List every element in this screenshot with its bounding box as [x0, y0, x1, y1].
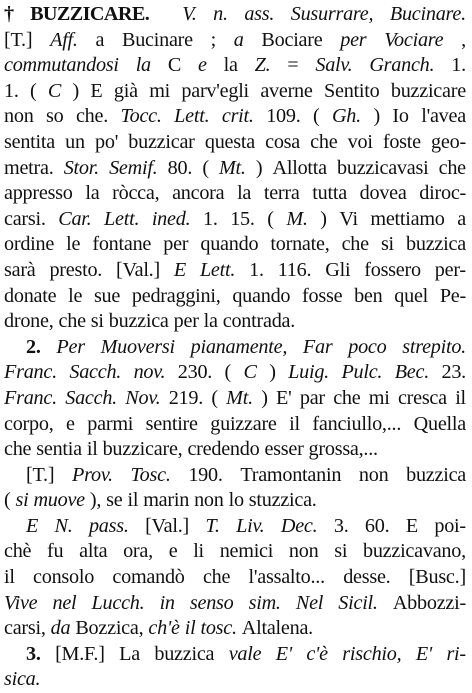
dictionary-entry [4, 2, 466, 693]
entry-text: si [90, 310, 104, 333]
entry-text: E' [276, 386, 292, 409]
headword: † [4, 3, 14, 25]
entry-text: Lett. [104, 207, 140, 230]
entry-text: Liv. [236, 514, 265, 537]
entry-text: foste [382, 130, 421, 153]
entry-text: grossa,... [308, 438, 378, 461]
entry-line [4, 642, 466, 668]
entry-text: corpo, [4, 412, 54, 435]
entry-text: Dec. [280, 514, 318, 537]
entry-text: ) [269, 361, 276, 384]
entry-text: le [68, 284, 83, 307]
entry-text: alta [79, 540, 108, 563]
entry-text: contrada. [222, 310, 296, 333]
entry-text: non [194, 489, 224, 512]
entry-text: dovea [359, 182, 407, 205]
entry-text: si [380, 233, 394, 256]
entry-text: cosa [265, 130, 300, 153]
entry-text: fosse [302, 284, 343, 307]
entry-text: Granch. [369, 54, 435, 77]
entry-text: 190. [188, 463, 223, 486]
entry-text: muove [33, 489, 85, 512]
entry-text: La [119, 642, 140, 665]
entry-text: stuzzica. [248, 489, 317, 512]
entry-text: per [340, 28, 367, 51]
entry-text: Far [302, 335, 333, 358]
entry-text: metra. [4, 156, 54, 179]
entry-text: Mt. [226, 386, 253, 409]
entry-text: carsi, [4, 617, 46, 640]
entry-text: averne [260, 79, 313, 102]
entry-text: la [203, 310, 218, 333]
entry-text: nemici [219, 540, 274, 563]
entry-text: Semif. [109, 156, 158, 179]
entry-text: , [461, 28, 466, 51]
entry-text: Z. [254, 54, 271, 77]
entry-text: fossero [364, 258, 421, 281]
entry-text: senso [189, 591, 234, 614]
entry-text: E' [275, 642, 292, 665]
entry-text: Gli [325, 258, 351, 281]
entry-text: il [184, 617, 196, 640]
entry-text: fu [47, 540, 64, 563]
entry-text: geo- [431, 130, 466, 153]
entry-text: E [26, 514, 39, 537]
entry-text: drone, [4, 310, 54, 333]
entry-text: Luig. [288, 361, 329, 384]
entry-line [4, 616, 466, 642]
entry-text: ass. [244, 3, 275, 25]
entry-text: [Busc.] [408, 566, 466, 589]
entry-text: se [106, 489, 123, 512]
entry-text: mi [368, 386, 390, 409]
entry-line [4, 412, 466, 438]
entry-text: ined. [151, 207, 191, 230]
entry-text: [Val.] [116, 258, 160, 281]
entry-text: per [173, 310, 199, 333]
headword-line [4, 2, 466, 28]
entry-text: C [243, 361, 257, 384]
entry-text: Pulc. [341, 361, 383, 384]
entry-text: buzzica [406, 463, 466, 486]
entry-text: 1. [4, 79, 19, 102]
entry-text: quando [232, 284, 291, 307]
entry-text: Sentito [324, 79, 380, 102]
entry-text: poi- [434, 514, 466, 537]
entry-text: Tosc. [130, 463, 171, 486]
entry-text: = [287, 54, 299, 77]
entry-text: donate [4, 284, 57, 307]
entry-text: appresso [4, 182, 73, 205]
entry-text: che [438, 156, 466, 179]
entry-line [4, 386, 466, 412]
entry-line [4, 258, 466, 284]
entry-text: ; [210, 28, 217, 51]
entry-text: presto. [49, 258, 103, 281]
entry-text: esser [264, 438, 304, 461]
entry-text: che [202, 566, 231, 589]
headword: BUZZICARE. [30, 3, 150, 25]
entry-text: la [223, 54, 238, 77]
entry-line [4, 53, 466, 79]
entry-text: Bucinare [122, 28, 193, 51]
entry-text: E [173, 258, 186, 281]
entry-text: la [135, 54, 151, 77]
entry-text: pass. [88, 514, 129, 537]
entry-text: ( [313, 105, 320, 128]
entry-text: ( [224, 361, 232, 384]
entry-text: so [46, 105, 64, 128]
entry-text: questa [204, 130, 255, 153]
entry-text: buzzicavano, [362, 540, 466, 563]
entry-text: Quella [413, 412, 466, 435]
entry-text: e [66, 412, 75, 435]
entry-text: sentia [36, 438, 82, 461]
entry-text: poco [348, 335, 387, 358]
entry-text: buzzica [108, 310, 169, 333]
entry-text: consolo [33, 566, 95, 589]
entry-text: Io [392, 105, 409, 128]
entry-text: 219. [168, 386, 204, 409]
entry-text: C [47, 79, 62, 102]
entry-text: voi [347, 130, 373, 153]
entry-text: buzzicare, [102, 438, 183, 461]
entry-text: Mt. [218, 156, 246, 179]
entry-text: da [50, 617, 71, 640]
entry-text: si [15, 489, 29, 512]
entry-text: N. [54, 514, 73, 537]
entry-text: par [299, 386, 325, 409]
entry-line [4, 309, 466, 335]
entry-text: Bociare [261, 28, 323, 51]
entry-text: terra [263, 182, 300, 205]
entry-text: Gh. [331, 105, 361, 128]
entry-text: 230. [177, 361, 213, 384]
entry-text: diroc- [419, 182, 466, 205]
entry-text: buzzica [406, 233, 466, 256]
entry-text: già [113, 79, 138, 102]
entry-text: nov. [133, 361, 166, 384]
entry-text: pianamente, [190, 335, 288, 358]
entry-text: Sicil. [338, 591, 378, 614]
entry-text: Lucch. [91, 591, 145, 614]
entry-text: parmi [87, 412, 134, 435]
entry-text: 80. [167, 156, 193, 179]
entry-text: Sacch. [65, 386, 117, 409]
entry-text: buzzicar [128, 130, 195, 153]
entry-text: li [193, 540, 204, 563]
entry-text: C [167, 54, 182, 77]
entry-line [4, 181, 466, 207]
entry-text: crit. [221, 105, 254, 128]
entry-text: strepito. [402, 335, 466, 358]
entry-text: 1. [249, 258, 264, 281]
entry-text: ora, [123, 540, 153, 563]
entry-text: Sacch. [69, 361, 122, 384]
entry-text: mi [149, 79, 170, 102]
entry-text: ancora [172, 182, 225, 205]
entry-text: che [333, 386, 361, 409]
entry-text: Bucinare. [389, 3, 466, 25]
entry-text: buzzicare [390, 79, 466, 102]
entry-text: tutta [312, 182, 347, 205]
entry-text: ben [354, 284, 383, 307]
entry-text: sue [93, 284, 121, 307]
entry-text: Tramontanin [240, 463, 342, 486]
entry-text: sarà [4, 258, 36, 281]
entry-text: e [197, 54, 207, 77]
entry-text: marin [143, 489, 190, 512]
entry-text: Vive [4, 591, 38, 614]
entry-text: T. [205, 514, 220, 537]
entry-text: ) [255, 156, 263, 179]
entry-line [4, 437, 466, 463]
entry-text: commutandosi [4, 54, 119, 77]
entry-line [4, 463, 466, 489]
entry-text: ( [4, 489, 11, 512]
entry-text: Per [56, 335, 85, 358]
entry-text: a [95, 28, 105, 51]
entry-text: Car. [58, 207, 92, 230]
entry-text: si [334, 540, 348, 563]
entry-text: quel [394, 284, 429, 307]
entry-text: ) [373, 105, 380, 128]
entry-text: sim. [248, 591, 281, 614]
entry-line [4, 488, 466, 514]
entry-text: a [457, 207, 466, 230]
entry-text: Salv. [315, 54, 353, 77]
entry-text: buzzicavasi [337, 156, 429, 179]
entry-text: il [289, 412, 300, 435]
entry-text: ( [30, 79, 37, 102]
entry-text: E [90, 79, 103, 102]
entry-text: il [455, 386, 466, 409]
entry-text: chè [4, 540, 32, 563]
entry-text: sentita [4, 130, 55, 153]
entry-text: E' [415, 642, 432, 665]
entry-text: il [127, 489, 139, 512]
entry-text: ( [202, 156, 209, 179]
entry-text: che [58, 310, 86, 333]
entry-text: Stor. [63, 156, 99, 179]
entry-line [4, 591, 466, 617]
entry-text: l'assalto... [248, 566, 325, 589]
entry-text: comandò [112, 566, 185, 589]
entry-line [4, 104, 466, 130]
entry-line [4, 360, 466, 386]
entry-text: fontane [92, 233, 152, 256]
entry-text: sica. [4, 668, 41, 691]
entry-text: [Val.] [145, 514, 189, 537]
entry-text: V. [182, 3, 197, 25]
entry-text: Bozzica, [75, 617, 144, 640]
entry-text: ), [89, 489, 102, 512]
entry-text: Altalena. [241, 617, 313, 640]
entry-text: [T.] [26, 463, 55, 486]
entry-text: tornate, [270, 233, 330, 256]
entry-text: guizzare [210, 412, 277, 435]
entry-text: il [86, 438, 98, 461]
entry-text: ) [320, 207, 327, 230]
entry-text: ( [267, 207, 274, 230]
entry-text: E [405, 514, 418, 537]
entry-text: ) [72, 79, 79, 102]
entry-text: Vociare [384, 28, 444, 51]
entry-text: mettiamo [370, 207, 445, 230]
entry-text: 1. [451, 54, 466, 77]
entry-line [4, 284, 466, 310]
entry-text: [T.] [4, 28, 33, 51]
entry-text: in [159, 591, 175, 614]
entry-line [4, 207, 466, 233]
entry-text: non [4, 105, 34, 128]
entry-text: tosc. [200, 617, 237, 640]
entry-text: e [168, 540, 178, 563]
entry-text: quando [200, 233, 259, 256]
entry-text: po' [95, 130, 119, 153]
entry-text: 1. [202, 207, 218, 230]
entry-text: 3. [333, 514, 349, 537]
entry-text: che. [75, 105, 109, 128]
entry-text: Pe- [439, 284, 466, 307]
entry-text: vale [228, 642, 262, 665]
entry-text: Susurrare, [290, 3, 374, 25]
entry-text: per- [434, 258, 466, 281]
entry-text: che [310, 130, 338, 153]
entry-text: pedraggini, [131, 284, 221, 307]
entry-text: ròcca, [112, 182, 160, 205]
entry-text: che [341, 233, 369, 256]
entry-line [4, 539, 466, 565]
entry-line [4, 565, 466, 591]
entry-text: a [233, 28, 244, 51]
entry-text: 2. [26, 335, 41, 358]
entry-text: la [85, 182, 100, 205]
entry-text: le [66, 233, 81, 256]
entry-text: 109. [266, 105, 301, 128]
entry-text: la [237, 182, 252, 205]
entry-line [4, 232, 466, 258]
entry-text: ( [211, 386, 218, 409]
entry-line [4, 335, 466, 361]
entry-line [4, 28, 466, 54]
entry-text: Prov. [72, 463, 113, 486]
entry-text: ri- [446, 642, 466, 665]
entry-text: Allotta [272, 156, 327, 179]
entry-text: credendo [187, 438, 260, 461]
entry-text: 116. [277, 258, 312, 281]
entry-text: fanciullo,... [312, 412, 402, 435]
entry-text: Nov. [125, 386, 161, 409]
entry-text: Franc. [4, 361, 57, 384]
entry-text: ordine [4, 233, 55, 256]
entry-text: Muoversi [100, 335, 175, 358]
entry-line [4, 514, 466, 540]
entry-text: un [65, 130, 85, 153]
entry-text: 60. [364, 514, 390, 537]
entry-text: desse. [343, 566, 391, 589]
entry-text: 23. [441, 361, 466, 384]
entry-text: buzzica [154, 642, 215, 665]
entry-text: n. [213, 3, 228, 25]
entry-text: ) [261, 386, 268, 409]
entry-text: Franc. [4, 386, 57, 409]
entry-text: Bec. [394, 361, 430, 384]
entry-text: lo [228, 489, 244, 512]
entry-line [4, 667, 466, 693]
entry-text: Aff. [50, 28, 78, 51]
entry-line [4, 79, 466, 105]
entry-text: il [4, 566, 15, 589]
entry-text: l'avea [421, 105, 466, 128]
entry-line [4, 156, 466, 182]
entry-text: M. [286, 207, 308, 230]
entry-text: 3. [26, 642, 41, 665]
entry-text: cresca [397, 386, 447, 409]
entry-text: sentire [145, 412, 198, 435]
entry-text: Nel [295, 591, 324, 614]
entry-text: non [358, 463, 389, 486]
entry-text: parv'egli [181, 79, 249, 102]
entry-text: per [163, 233, 189, 256]
entry-text: Vi [339, 207, 358, 230]
entry-text: Lett. [174, 105, 210, 128]
entry-text: Tocc. [120, 105, 162, 128]
entry-text: [M.F.] [55, 642, 105, 665]
entry-text: che [4, 438, 32, 461]
entry-text: carsi. [4, 207, 46, 230]
entry-line [4, 130, 466, 156]
entry-text: nel [52, 591, 77, 614]
entry-text: c'è [306, 642, 328, 665]
entry-text: Lett. [199, 258, 236, 281]
entry-text: non [288, 540, 319, 563]
entry-text: 15. [230, 207, 255, 230]
entry-text: ch'è [148, 617, 180, 640]
entry-text: Abbozzi- [392, 591, 466, 614]
entry-text: rischio, [342, 642, 402, 665]
